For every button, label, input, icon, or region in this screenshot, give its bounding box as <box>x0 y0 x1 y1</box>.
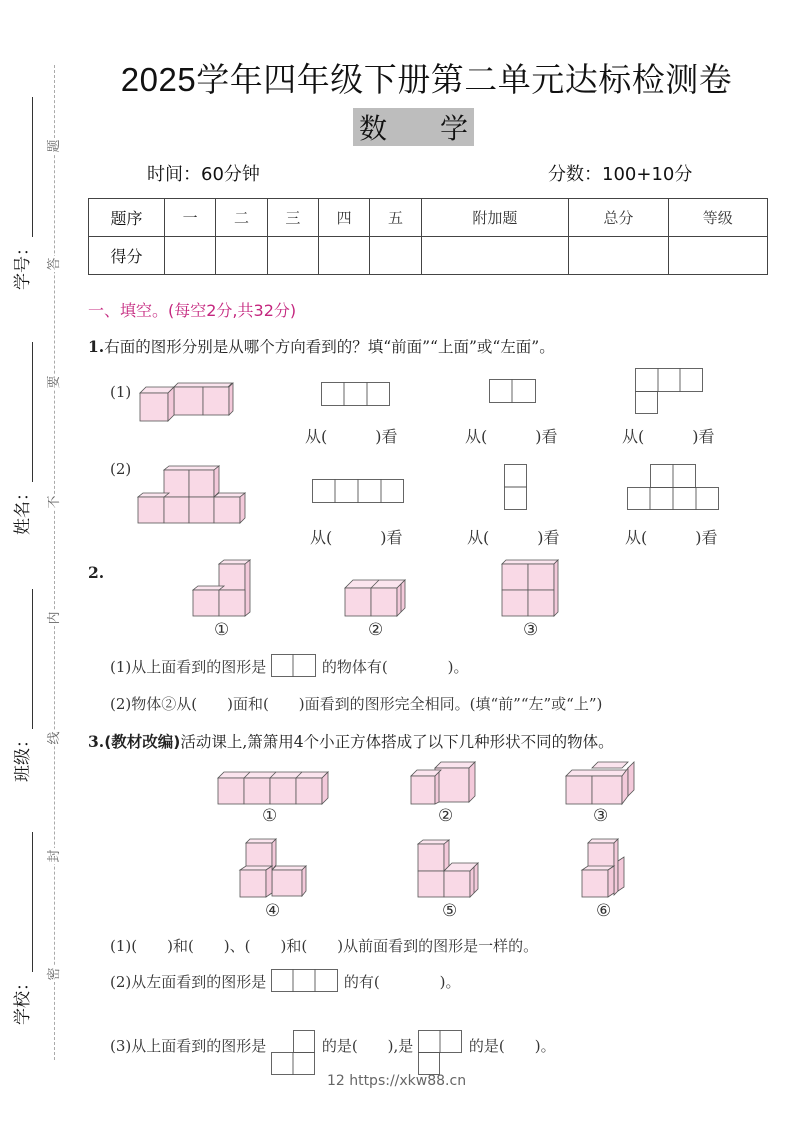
q1-part2-cube-figure <box>138 466 250 524</box>
score-cell[interactable] <box>569 237 668 275</box>
q2-object-3 <box>502 560 564 618</box>
score-cell[interactable] <box>318 237 369 275</box>
column-header: 附加题 <box>421 199 568 237</box>
answer-blank[interactable]: 从( )看 <box>622 427 715 446</box>
q1-part1-label: (1) <box>110 383 132 401</box>
q2-object-1 <box>193 560 255 618</box>
object-label: ④ <box>265 901 281 921</box>
score-cell[interactable] <box>267 237 318 275</box>
q3-object-1 <box>218 772 330 806</box>
answer-blank[interactable]: 从( )看 <box>625 528 718 547</box>
top-view-inverted-t-icon <box>271 1030 317 1076</box>
top-view-l-shape-icon <box>418 1030 464 1076</box>
column-header: 总分 <box>569 199 668 237</box>
subject-badge: 数 学 <box>353 108 474 146</box>
score-cell[interactable] <box>165 237 216 275</box>
left-view-3x1-icon <box>271 969 339 993</box>
object-label: ① <box>214 620 230 640</box>
q3-object-6 <box>582 839 632 899</box>
object-label: ③ <box>593 806 609 826</box>
score-cell[interactable] <box>668 237 767 275</box>
q2-sub2[interactable]: (2)物体②从( )面和( )面看到的图形完全相同。(填“前”“左”或“上”) <box>110 695 603 713</box>
column-header: 三 <box>267 199 318 237</box>
q3-sub3: (3)从上面看到的图形是 的是( ),是 的是( )。 <box>110 1024 556 1070</box>
score-cell[interactable] <box>370 237 421 275</box>
column-header: 一 <box>165 199 216 237</box>
q3-object-5 <box>418 840 488 898</box>
column-header: 五 <box>370 199 421 237</box>
score-table <box>88 198 768 275</box>
object-label: ⑤ <box>442 901 458 921</box>
margin-hint: 答 <box>47 257 62 271</box>
name-field[interactable]: 姓名： <box>8 342 33 535</box>
section-heading: 一、填空。(每空2分,共32分) <box>88 301 297 320</box>
q1-view-e <box>504 464 530 512</box>
score-table-score-row <box>89 237 768 275</box>
row-header: 题序 <box>89 199 165 237</box>
score-cell[interactable] <box>216 237 267 275</box>
q1-view-d <box>312 479 407 505</box>
object-label: ② <box>438 806 454 826</box>
q2-object-2 <box>345 580 407 618</box>
answer-blank[interactable]: 的有( )。 <box>343 973 461 991</box>
question-2: 2. <box>88 563 105 582</box>
answer-blank[interactable]: 的是( )。 <box>468 1037 556 1055</box>
row-header: 得分 <box>89 237 165 275</box>
student-id-line[interactable] <box>17 97 33 237</box>
exam-score: 分数：100+10分 <box>548 164 693 185</box>
q2-sub1: (1)从上面看到的图形是 的物体有( )。 <box>110 656 469 680</box>
score-cell[interactable] <box>421 237 568 275</box>
column-header: 二 <box>216 199 267 237</box>
q3-sub1[interactable]: (1)( )和( )、( )和( )从前面看到的图形是一样的。 <box>110 937 539 955</box>
exam-time: 时间：60分钟 <box>147 164 260 185</box>
margin-hint: 要 <box>47 375 62 389</box>
object-label: ② <box>368 620 384 640</box>
page-footer: 12 https://xkw88.cn <box>326 1073 467 1089</box>
student-id-field[interactable]: 学号： <box>8 97 33 290</box>
top-view-2x1-icon <box>271 654 317 678</box>
answer-blank[interactable]: 从( )看 <box>465 427 558 446</box>
name-line[interactable] <box>17 342 33 482</box>
margin-hint: 线 <box>47 731 62 745</box>
exam-title: 2025学年四年级下册第二单元达标检测卷 <box>120 61 733 98</box>
margin-hint: 内 <box>47 611 62 625</box>
column-header: 四 <box>318 199 369 237</box>
answer-blank[interactable]: 的是( ),是 <box>321 1037 414 1055</box>
q3-object-3 <box>566 762 638 806</box>
answer-blank[interactable]: 从( )看 <box>305 427 398 446</box>
answer-blank[interactable]: 的物体有( )。 <box>321 658 469 676</box>
object-label: ⑥ <box>596 901 612 921</box>
binding-dotted-line <box>54 65 55 1060</box>
score-table-header-row <box>89 199 768 237</box>
q1-view-c <box>635 368 705 416</box>
margin-hint: 不 <box>47 495 62 509</box>
class-field[interactable]: 班级： <box>8 589 33 782</box>
margin-hint: 题 <box>47 139 62 153</box>
school-field[interactable]: 学校： <box>8 832 33 1025</box>
q1-view-b <box>489 379 539 405</box>
column-header: 等级 <box>668 199 767 237</box>
q3-object-4 <box>240 839 310 899</box>
margin-hint: 密 <box>47 967 62 981</box>
margin-hint: 封 <box>47 849 62 863</box>
object-label: ③ <box>523 620 539 640</box>
q1-view-a <box>321 382 391 408</box>
question-1: 1.右面的图形分别是从哪个方向看到的？填“前面”“上面”或“左面”。 <box>88 337 555 356</box>
school-line[interactable] <box>17 832 33 972</box>
q1-view-f <box>627 464 722 512</box>
q1-part2-label: (2) <box>110 460 132 478</box>
q1-part1-cube-figure <box>140 385 235 420</box>
q3-sub2: (2)从左面看到的图形是 的有( )。 <box>110 971 461 995</box>
object-label: ① <box>262 806 278 826</box>
class-line[interactable] <box>17 589 33 729</box>
answer-blank[interactable]: 从( )看 <box>467 528 560 547</box>
q3-object-2 <box>411 762 483 806</box>
answer-blank[interactable]: 从( )看 <box>310 528 403 547</box>
question-3: 3.(教材改编)活动课上,箫箫用4个小正方体搭成了以下几种形状不同的物体。 <box>88 732 614 751</box>
